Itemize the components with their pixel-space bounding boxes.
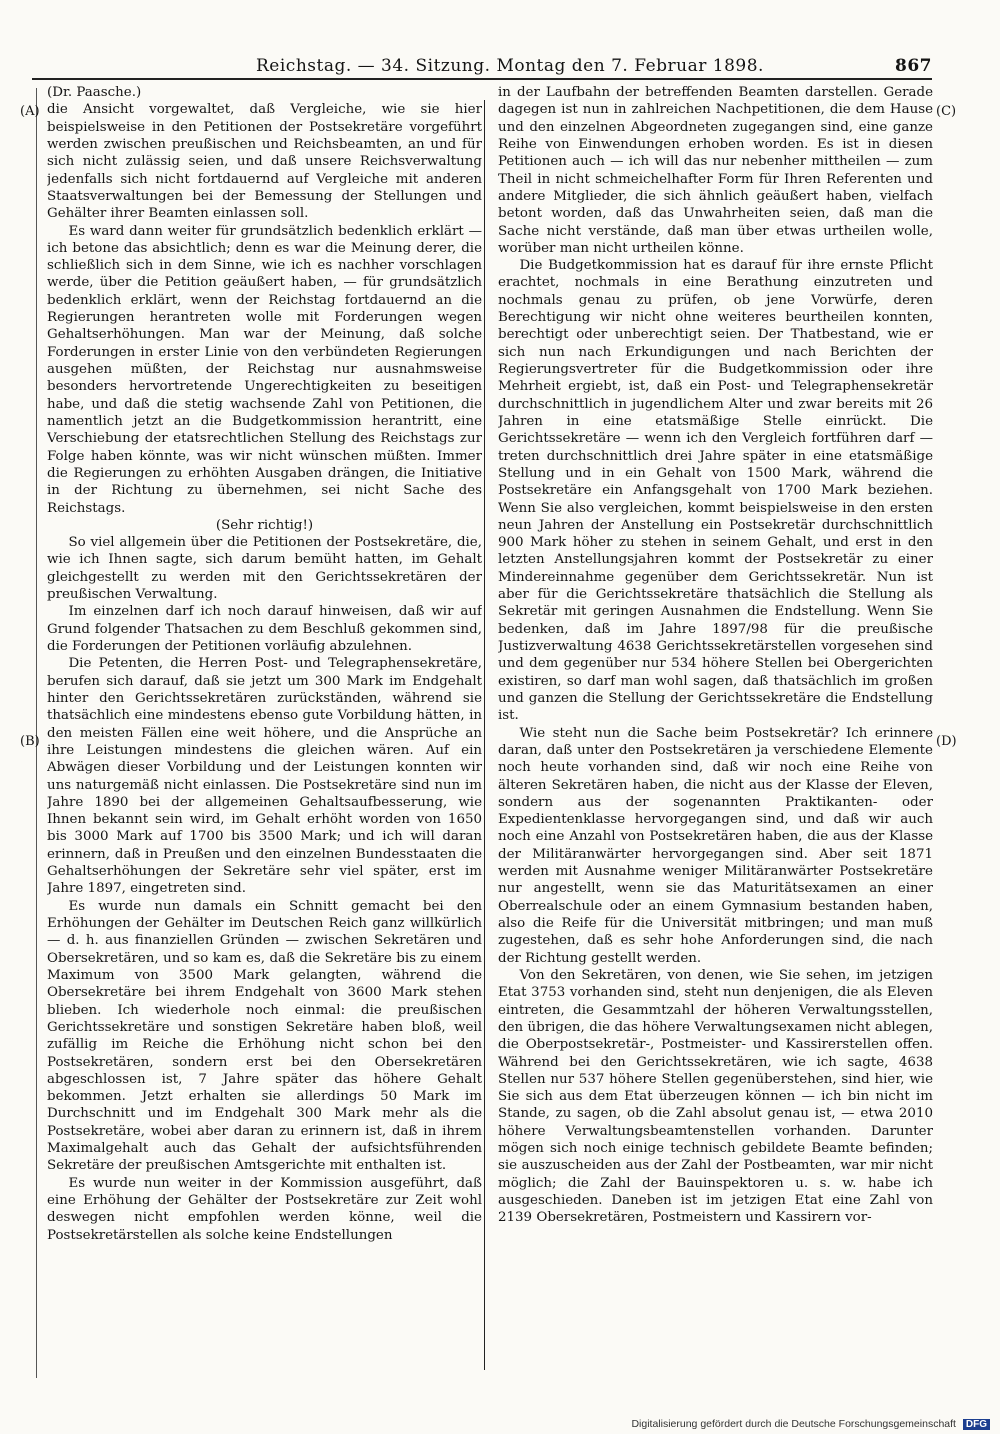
margin-marker-c: (C): [936, 104, 957, 119]
margin-marker-b: (B): [20, 734, 40, 749]
speaker-label: (Dr. Paasche.): [47, 85, 142, 100]
footer-text: Digitalisierung gefördert durch die Deutsche Forschungsgemeinschaft: [631, 1418, 956, 1430]
paragraph: Es wurde nun damals ein Schnitt gemacht bei den Erhöhungen der Gehälter im Deutschen Reich ganz willkürlich — d. h. aus finanziellen Gründen — zwischen Sekretären und Obersekretären, und so kam es, daß die Sekretäre bis zu einem Maximum von 3500 Mark gelangten, während die Obersekretäre bei ihrem Endgehalt von 3600 Mark stehen blieben. Ich wiederhole noch einmal: die preußischen Gerichtssekretäre und sonstigen Sekretäre haben bloß, weil zufällig im Reiche die Erhöhung nicht schon bei den Postsekretären, sondern erst bei den Obersekretären abgeschlossen ist, 7 Jahre später das höhere Gehalt bekommen. Jetzt erhalten sie allerdings 50 Mark im Durchschnitt und im Endgehalt 300 Mark mehr als die Postsekretäre, wobei aber daran zu erinnern ist, daß in ihrem Maximalgehalt auch das Gehalt der aufsichtsführenden Sekretäre der preußischen Amtsgerichte mit enthalten ist.: [47, 898, 482, 1174]
paragraph: in der Laufbahn der betreffenden Beamten darstellen. Gerade dagegen ist nun in zahlreichen Nachpetitionen, die dem Hause und den einzelnen Abgeordneten zugegangen sind, eine ganze Reihe von Einwendungen erhoben worden. Es ist in diesen Petitionen auch — ich will das nur nebenher mittheilen — zum Theil in nicht schmeichelhafter Form für Ihren Referenten und andere Mitglieder, die sich ähnlich geäußert haben, vielfach betont worden, daß das Unwahrheiten seien, daß man die Sache nicht verstände, daß man über etwas urtheilen wolle, worüber man nicht urtheilen könne.: [498, 85, 933, 256]
right-column: [498, 84, 933, 1380]
paragraph: Wie steht nun die Sache beim Postsekretär? Ich erinnere daran, daß unter den Postsekretären ja verschiedene Elemente noch heute vorhanden sind, daß wir noch eine Reihe von älteren Sekretären haben, die nicht aus der Klasse der Eleven, sondern aus der sogenannten Praktikanten- oder Expedientenklasse hervorgegangen sind, und daß wir auch noch eine Anzahl von Postsekretären haben, die aus der Klasse der Militäranwärter hervorgegangen sind. Aber seit 1871 werden mit Ausnahme weniger Militäranwärter Postsekretäre nur angestellt, wenn sie das Maturitätsexamen an einer Oberrealschule oder an einem Gymnasium bestanden haben, also die Reife für die Universität mitbringen; und man muß zugestehen, daß es sehr hohe Anforderungen sind, die nach der Richtung gestellt werden.: [498, 725, 933, 966]
paragraph: Es ward dann weiter für grundsätzlich bedenklich erklärt — ich betone das absichtlich; denn es war die Meinung derer, die schließlich sich in dem Sinne, wie ich es nachher vorschlagen werde, über die Petition geäußert haben, — für grundsätzlich bedenklich erklärt, wenn der Reichstag fortdauernd an die Regierungen herantreten wolle mit Forderungen wegen Gehaltserhöhungen. Man war der Meinung, daß solche Forderungen in erster Linie von den verbündeten Regierungen ausgehen müßten, der Reichstag nur ausnahmsweise besonders hervortretende Ungerechtigkeiten zu beseitigen habe, und daß die stetig wachsende Zahl von Petitionen, die namentlich jetzt an die Budgetkommission herantritt, eine Verschiebung der etatsrechtlichen Stellung des Reichstags zur Folge haben könnte, was wir nicht wünschen müßten. Immer die Regierungen zu erhöhten Ausgaben drängen, die Initiative in der Richtung zu übernehmen, sei nicht Sache des Reichstags.: [47, 223, 482, 516]
paragraph: Die Petenten, die Herren Post- und Telegraphensekretäre, berufen sich darauf, daß sie jetzt um 300 Mark im Endgehalt hinter den Gerichtssekretären zurückständen, während sie thatsächlich eine mindestens ebenso gute Vorbildung hätten, in den meisten Fällen eine weit höhere, und die Ansprüche an ihre Leistungen mindestens die gleichen wären. Auf ein Abwägen dieser Vorbildung und der Leistungen konnten wir uns naturgemäß nicht einlassen. Die Postsekretäre sind nun im Jahre 1890 bei der allgemeinen Gehaltsaufbesserung, wie Ihnen bekannt sein wird, im Gehalt erhöht worden von 1650 bis 3000 Mark auf 1700 bis 3500 Mark; und ich will daran erinnern, daß in Preußen und den einzelnen Bundesstaaten die Gehaltserhöhungen der Sekretäre sehr viel später, erst im Jahre 1897, eingetreten sind.: [47, 656, 482, 897]
header-rule: [32, 78, 932, 80]
paragraph: Von den Sekretären, von denen, wie Sie sehen, im jetzigen Etat 3753 vorhanden sind, steht nun denjenigen, die als Eleven eintreten, die Gesammtzahl der höheren Verwaltungsstellen, den übrigen, die das höhere Verwaltungsexamen nicht ablegen, die Oberpostsekretär-, Postmeister- und Kassirerstellen offen. Während bei den Gerichtssekretären, wie ich sagte, 4638 Stellen nur 537 höhere Stellen gegenüberstehen, sind hier, wie Sie sich aus dem Etat überzeugen können — ich bin nicht im Stande, zu sagen, ob die Zahl absolut genau ist, — etwa 2010 höhere Verwaltungsbeamtenstellen vorhanden. Darunter mögen sich noch einige technisch gebildete Beamte befinden; sie auszuscheiden aus der Zahl der Postbeamten, war mir nicht möglich; die Zahl der Bauinspektoren u. s. w. habe ich ausgeschieden. Daneben ist im jetzigen Etat eine Zahl von 2139 Obersekretären, Postmeistern und Kassirern vor-: [498, 967, 933, 1226]
margin-marker-a: (A): [20, 104, 40, 119]
paragraph: Die Budgetkommission hat es darauf für ihre ernste Pflicht erachtet, nochmals in eine Berathung einzutreten und nochmals genau zu prüfen, ob jene Vorwürfe, deren Berechtigung wir nicht ohne weiteres beurtheilen konnten, berechtigt oder unberechtigt seien. Der Thatbestand, wie er sich nun nach Erkundigungen und nach Berichten der Regierungsvertreter für die Budgetkommission oder ihre Mehrheit ergiebt, ist, daß ein Post- und Telegraphensekretär durchschnittlich in jugendlichem Alter und zwar bereits mit 26 Jahren in eine etatsmäßige Stelle einrückt. Die Gerichtssekretäre — wenn ich den Vergleich fortführen darf — treten durchschnittlich drei Jahre später in eine etatsmäßige Stellung und in ein Gehalt von 1500 Mark, während die Postsekretäre ein Anfangsgehalt von 1700 Mark beziehen. Wenn Sie also vergleichen, kommt beispielsweise in den ersten neun Jahren der Anstellung ein Postsekretär durchschnittlich 900 Mark höher zu stehen in seinem Gehalt, und erst in den letzten Anstellungsjahren kommt der Postsekretär zu einer Mindereinnahme gegenüber dem Gerichtssekretär. Nun ist aber für die Gerichtssekretäre thatsächlich die Stellung als Sekretär mit geringen Ausnahmen die Endstellung. Wenn Sie bedenken, daß im Jahre 1897/98 für die preußische Justizverwaltung 4638 Gerichtssekretärstellen vorgesehen sind und dem gegenüber nur 534 höhere Stellen bei Obergerichten existiren, so darf man wohl sagen, daß thatsächlich im großen und ganzen die Stellung der Gerichtssekretäre die Endstellung ist.: [498, 258, 933, 724]
paragraph: die Ansicht vorgewaltet, daß Vergleiche, wie sie hier beispielsweise in den Petitionen der Postsekretäre vorgeführt werden zwischen preußischen und Reichsbeamten, an und für sich nicht zulässig seien, und daß unsere Reichsverwaltung jedenfalls sich nicht fortdauernd auf Vergleiche mit anderen Staatsverwaltungen bei der Bemessung der Stellungen und Gehälter ihrer Beamten einlassen soll.: [47, 102, 482, 222]
dfg-logo: DFG: [963, 1419, 990, 1430]
paragraph: So viel allgemein über die Petitionen der Postsekretäre, die, wie ich Ihnen sagte, sich darum bemüht hatten, im Gehalt gleichgestellt zu werden mit den Gerichtssekretären der preußischen Verwaltung.: [47, 535, 482, 603]
paragraph: Im einzelnen darf ich noch darauf hinweisen, daß wir auf Grund folgender Thatsachen zu dem Beschluß gekommen sind, die Forderungen der Petitionen vorläufig abzulehnen.: [47, 604, 482, 654]
paragraph: Es wurde nun weiter in der Kommission ausgeführt, daß eine Erhöhung der Gehälter der Postsekretäre zur Zeit wohl deswegen nicht empfohlen werden könne, weil die Postsekretärstellen als solche keine Endstellungen: [47, 1175, 482, 1243]
left-column: [47, 84, 482, 1380]
page-title: Reichstag. — 34. Sitzung. Montag den 7. Februar 1898.: [256, 56, 764, 76]
column-divider: [484, 100, 485, 1370]
interjection: (Sehr richtig!): [215, 517, 314, 533]
margin-bar: [36, 88, 37, 1378]
margin-marker-d: (D): [936, 734, 957, 749]
page-number: 867: [895, 56, 932, 76]
page-header: [32, 52, 932, 78]
footer-credit: [631, 1418, 990, 1430]
